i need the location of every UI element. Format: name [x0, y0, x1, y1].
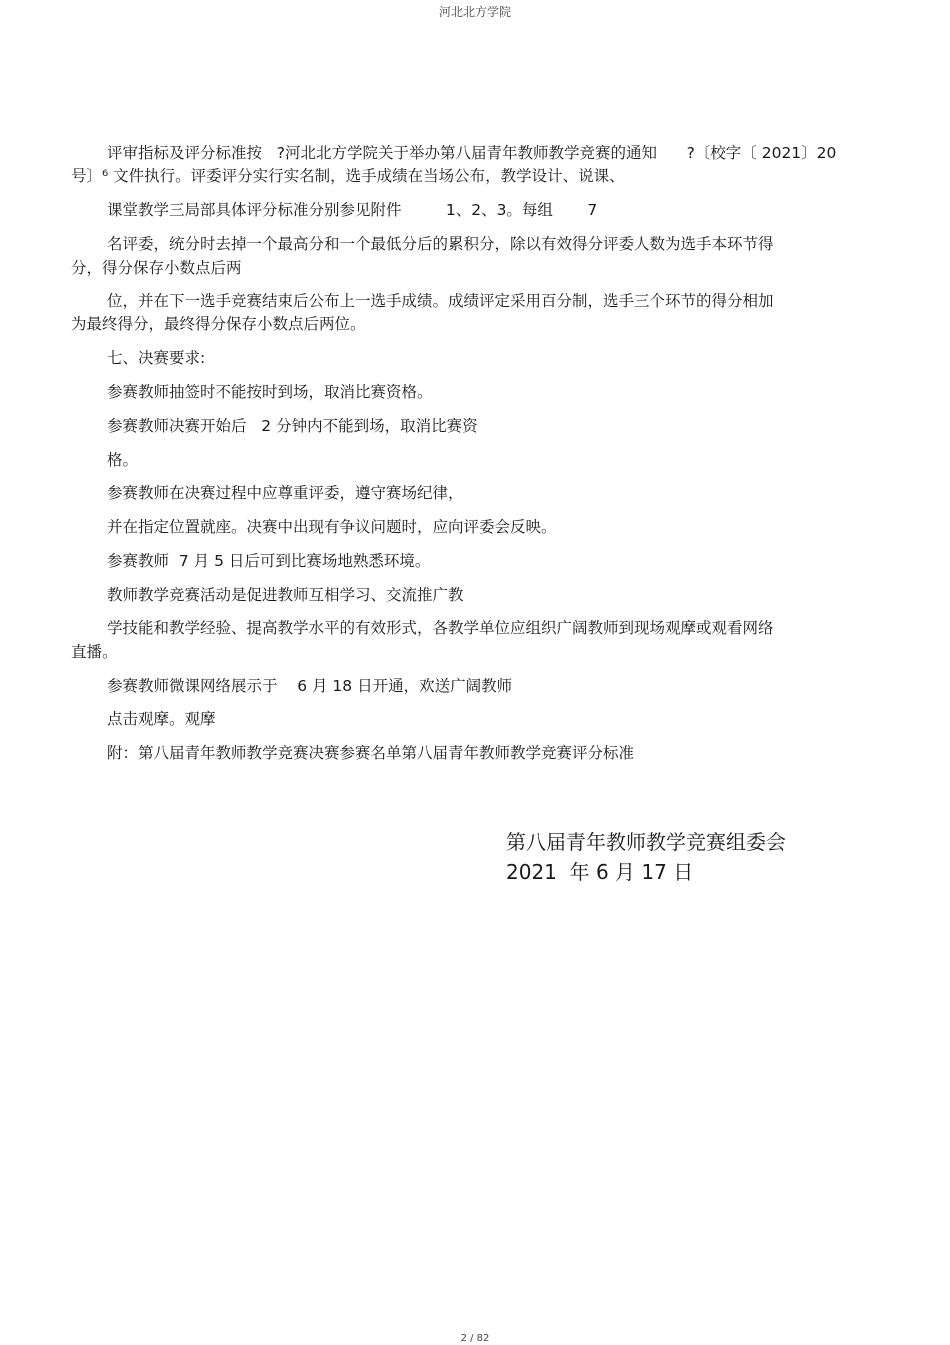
- signature-organization: 第八届青年教师教学竞赛组委会: [506, 830, 786, 854]
- paragraph-line: 参赛教师 7 月 5 日后可到比赛场地熟悉环境。: [107, 552, 431, 570]
- signature-date: 2021 年 6 月 17 日: [506, 860, 694, 884]
- paragraph-line: 并在指定位置就座。决赛中出现有争议问题时，应向评委会反映。: [107, 518, 557, 536]
- paragraph-line: 参赛教师在决赛过程中应尊重评委，遵守赛场纪律，: [107, 484, 464, 502]
- paragraph-line: 课堂教学三局部具体评分标准分别参见附件 1、2、3。每组 7: [107, 201, 598, 219]
- paragraph-line: 格。: [107, 451, 139, 469]
- attachment-line: 附：第八届青年教师教学竞赛决赛参赛名单第八届青年教师教学竞赛评分标准: [107, 744, 635, 762]
- paragraph-line: 参赛教师微课网络展示于 6 月 18 日开通，欢送广阔教师: [107, 677, 513, 695]
- paragraph-line: 学技能和教学经验、提高教学水平的有效形式，各教学单位应组织广阔教师到现场观摩或观看网络: [107, 619, 774, 637]
- paragraph-line: 点击观摩。观摩: [107, 710, 216, 728]
- page-number: 2 / 82: [460, 1333, 490, 1344]
- paragraph-line: 直播。: [71, 643, 118, 661]
- running-header: 河北北方学院: [438, 5, 511, 19]
- paragraph-line: 参赛教师决赛开始后 2 分钟内不能到场，取消比赛资: [107, 417, 478, 435]
- paragraph-line: 教师教学竞赛活动是促进教师互相学习、交流推广教: [107, 586, 464, 604]
- paragraph-line: 名评委，统分时去掉一个最高分和一个最低分后的累积分，除以有效得分评委人数为选手本环节得: [107, 235, 774, 253]
- section-heading: 七、决赛要求:: [107, 349, 206, 367]
- paragraph-line: 位，并在下一选手竞赛结束后公布上一选手成绩。成绩评定采用百分制，选手三个环节的得分相加: [107, 292, 774, 310]
- paragraph-line: 评审指标及评分标准按 ?河北北方学院关于举办第八届青年教师教学竞赛的通知 ?〔校字〔 2021〕20: [107, 144, 837, 162]
- paragraph-line: 号〕⁶ 文件执行。评委评分实行实名制，选手成绩在当场公布，教学设计、说课、: [71, 167, 625, 185]
- paragraph-line: 分，得分保存小数点后两: [71, 259, 242, 277]
- paragraph-line: 参赛教师抽签时不能按时到场，取消比赛资格。: [107, 383, 433, 401]
- paragraph-line: 为最终得分，最终得分保存小数点后两位。: [71, 315, 366, 333]
